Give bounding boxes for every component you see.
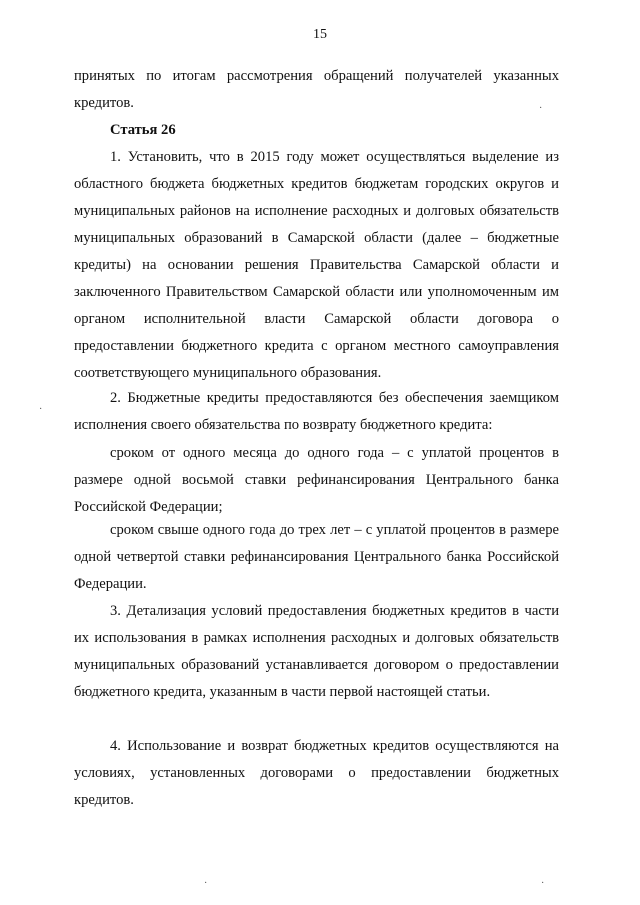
continuation-paragraph: принятых по итогам рассмотрения обращений получателей указанных кредитов. xyxy=(74,68,559,111)
article-heading: Статья 26 xyxy=(110,122,176,138)
paragraph-2: 2. Бюджетные кредиты предоставляются без обеспечения заемщиком исполнения своего обязательства по возврату бюджетного кредита: xyxy=(74,390,559,433)
paragraph-2-item-1: сроком от одного месяца до одного года – с уплатой процентов в размере одной восьмой ставки рефинансирования Центрального банка Российской Федерации; xyxy=(74,445,559,515)
paragraph-1: 1. Установить, что в 2015 году может осуществляться выделение из областного бюджета бюджетных кредитов бюджетам городских округов и муниципальных районов на исполнение расходных и долговых обязательств муниципальных образований в Самарской области (далее – бюджетные кредиты) на основании решения Правительства Самарской области и заключенного Правительством Самарской области или уполномоченным им органом исполнительной власти Самарской области договора о предоставлении бюджетного кредита с органом местного самоуправления соответствующего муниципального образования. xyxy=(74,149,559,381)
scan-speck: · xyxy=(204,878,208,889)
paragraph-3: 3. Детализация условий предоставления бюджетных кредитов в части их использования в рамках исполнения расходных и долговых обязательств муниципальных образований устанавливается договором о предоставлении бюджетного кредита, указанным в части первой настоящей статьи. xyxy=(74,603,559,700)
paragraph-4: 4. Использование и возврат бюджетных кредитов осуществляются на условиях, установленных договорами о предоставлении бюджетных кредитов. xyxy=(74,738,559,808)
scan-speck: · xyxy=(539,103,543,114)
page-number: 15 xyxy=(313,27,327,42)
paragraph-2-item-2: сроком свыше одного года до трех лет – с уплатой процентов в размере одной четвертой ставки рефинансирования Центрального банка Российской Федерации. xyxy=(74,522,559,592)
scan-speck: · xyxy=(541,878,545,889)
scan-speck: · xyxy=(39,404,43,415)
